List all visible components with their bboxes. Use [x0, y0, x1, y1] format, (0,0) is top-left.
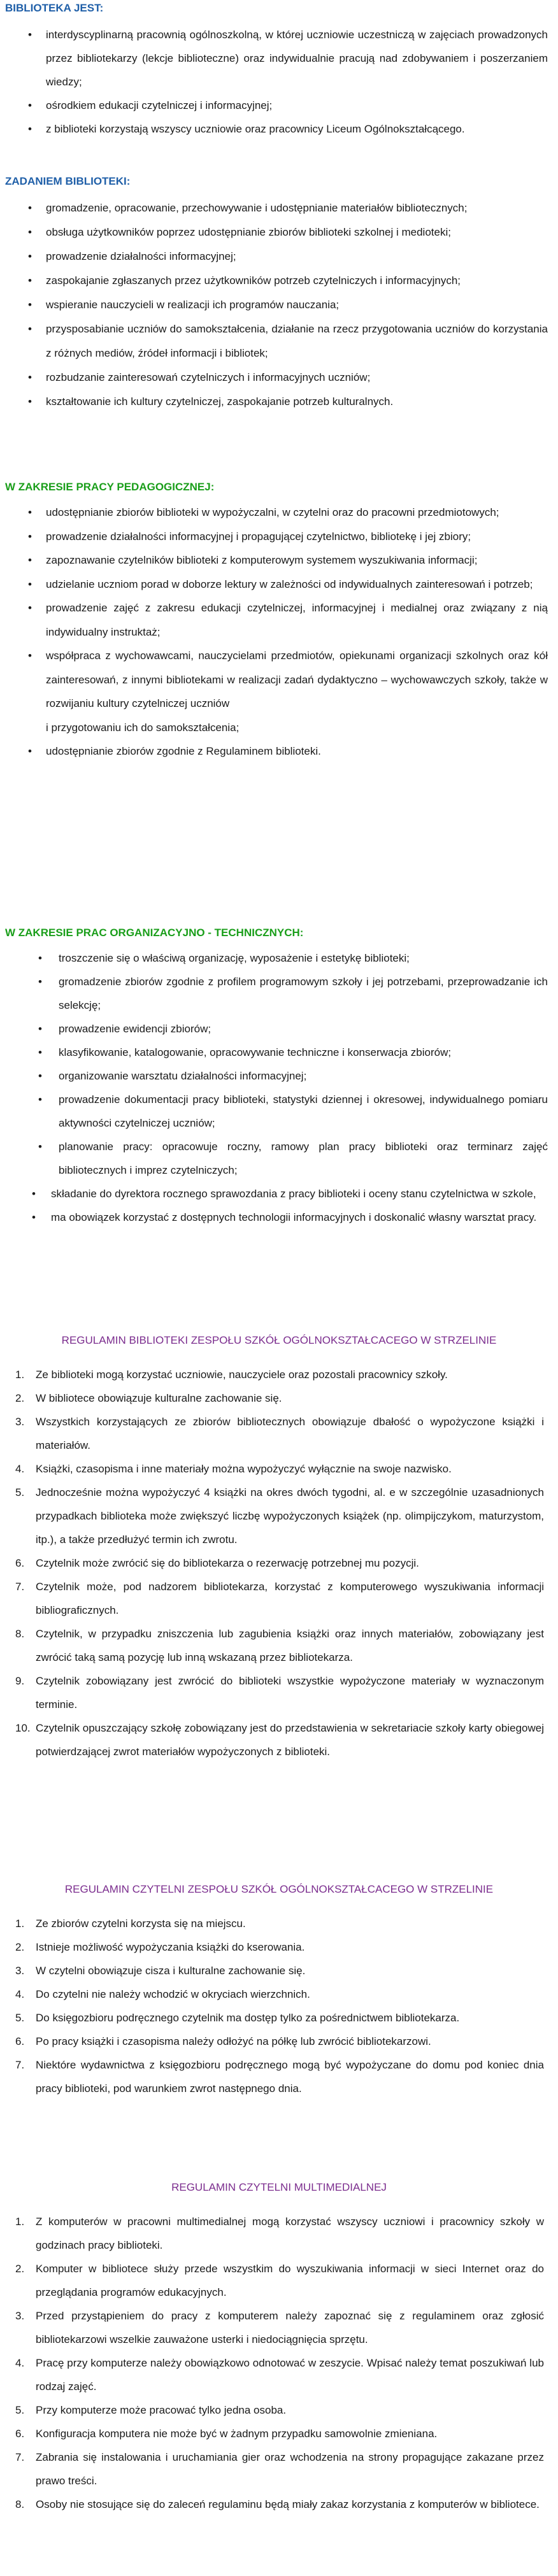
list-item: • gromadzenie zbiorów zgodnie z profilem programowym szkoły i jej potrzebami, przeprowadzanie ich selekcję; [5, 970, 553, 1017]
item-text: Konfiguracja komputera nie może być w żadnym przypadku samowolnie zmieniana. [36, 2428, 438, 2440]
item-text: Czytelnik, w przypadku zniszczenia lub zagubienia książki oraz innych materiałów, zobowiązany jest zwrócić taką samą pozycję lub inną wskazaną przez bibliotekarza. [36, 1628, 544, 1663]
title-regulamin-biblioteki: REGULAMIN BIBLIOTEKI ZESPOŁU SZKÓŁ OGÓLNOKSZTAŁCACEGO W STRZELINIE [61, 1334, 497, 1346]
item-number: 10. [15, 1722, 31, 1734]
list-item: • klasyfikowanie, katalogowanie, opracowywanie techniczne i konserwacja zbiorów; [5, 1041, 553, 1064]
item-number: 5. [15, 2404, 25, 2416]
list-item: • interdyscyplinarną pracownią ogólnoszkolną, w której uczniowie uczestniczą w zajęciach prowadzonych przez bibliotekarzy (lekcje biblioteczne) oraz indywidualnie pracują nad zdobywaniem i poszerzaniem wiedzy; [5, 23, 553, 94]
item-number: 2. [15, 1392, 25, 1404]
numbered-item [5, 2422, 553, 2445]
item-text: Do czytelni nie należy wchodzić w okryciach wierzchnich. [36, 1988, 310, 2000]
numbered-item [5, 2351, 553, 2398]
list-item: • ośrodkiem edukacji czytelniczej i informacyjnej; [5, 94, 553, 117]
list-item: • składanie do dyrektora rocznego sprawozdania z pracy biblioteki i oceny stanu czytelnictwa w szkole, [5, 1182, 553, 1206]
numbered-item [5, 1912, 553, 1935]
section-regulamin-multimedialnej [5, 2179, 553, 2516]
heading-zadaniem: ZADANIEM BIBLIOTEKI: [5, 175, 131, 187]
numbered-item [5, 2445, 553, 2493]
list-item: • troszczenie się o właściwą organizację, wyposażenie i estetykę biblioteki; [5, 946, 553, 970]
list-item: • prowadzenie zajęć z zakresu edukacji czytelniczej, informacyjnej i medialnej oraz związany z nią indywidualny instruktaż; [5, 596, 553, 644]
numbered-item [5, 1982, 553, 2006]
numbered-item [5, 1386, 553, 1410]
list-item: • zapoznawanie czytelników biblioteki z komputerowym systemem wyszukiwania informacji; [5, 548, 553, 573]
item-text: Wszystkich korzystających ze zbiorów bibliotecznych obowiązuje dbałość o wypożyczone książki i materiałów. [36, 1416, 544, 1451]
heading-biblioteka-jest: BIBLIOTEKA JEST: [5, 2, 104, 14]
list-item-text: współpraca z wychowawcami, nauczycielami przedmiotów, opiekunami organizacji szkolnych oraz kół zainteresowań, z innymi bibliotekami w realizacji zadań dydaktyczno – wychowawczych szkoły, także w rozwijaniu kultury czytelniczej uczniów [46, 650, 548, 709]
item-number: 4. [15, 2357, 25, 2369]
list-item: • obsługa użytkowników poprzez udostępnianie zbiorów biblioteki szkolnej i medioteki; [5, 220, 553, 245]
list-item: • prowadzenie działalności informacyjnej i propagującej czytelnictwo, bibliotekę i jej zbiory; [5, 525, 553, 549]
numbered-item [5, 1716, 553, 1763]
numbered-item [5, 2257, 553, 2304]
list-item: • udzielanie uczniom porad w doborze lektury w zależności od indywidualnych zainteresowań i potrzeb; [5, 573, 553, 597]
item-number: 5. [15, 2012, 25, 2024]
numbered-item [5, 1935, 553, 1959]
section-pedagogiczne [5, 479, 553, 764]
item-text: Czytelnik opuszczający szkołę zobowiązany jest do przedstawienia w sekretariacie szkoły karty obiegowej potwierdzającej zwrot materiałów wypożyczonych z biblioteki. [36, 1722, 544, 1758]
item-text: Istnieje możliwość wypożyczania książki do kserowania. [36, 1941, 305, 1953]
item-text: Niektóre wydawnictwa z księgozbioru podręcznego mogą być wypożyczane do domu pod koniec dnia pracy biblioteki, pod warunkiem zwrot następnego dnia. [36, 2059, 544, 2095]
item-text: Pracę przy komputerze należy obowiązkowo odnotować w zeszycie. Wpisać należy temat poszukiwań lub rodzaj zajęć. [36, 2357, 544, 2393]
item-number: 2. [15, 1941, 25, 1953]
item-text: Ze biblioteki mogą korzystać uczniowie, nauczyciele oraz pozostali pracownicy szkoły. [36, 1369, 448, 1381]
numbered-item [5, 1959, 553, 1982]
item-number: 1. [15, 1918, 25, 1930]
list-item: • prowadzenie dokumentacji pracy biblioteki, statystyki dziennej i okresowej, indywidualnego pomiaru aktywności czytelniczej uczniów; [5, 1088, 553, 1135]
list-item: • przysposabianie uczniów do samokształcenia, działanie na rzecz przygotowania uczniów do korzystania z różnych mediów, źródeł informacji i bibliotek; [5, 317, 553, 366]
item-number: 3. [15, 2310, 25, 2322]
numbered-item [5, 2006, 553, 2030]
heading-pedagogiczne: W ZAKRESIE PRACY PEDAGOGICZNEJ: [5, 481, 215, 493]
item-text: Przy komputerze może pracować tylko jedna osoba. [36, 2404, 287, 2416]
list-organizacyjne [5, 946, 553, 1229]
list-pedagogiczne [5, 501, 553, 764]
numbered-item [5, 1481, 553, 1551]
list-item: • gromadzenie, opracowanie, przechowywanie i udostępnianie materiałów bibliotecznych; [5, 196, 553, 220]
numbered-item [5, 1575, 553, 1622]
numbered-item [5, 1410, 553, 1457]
title-regulamin-multimedialnej: REGULAMIN CZYTELNI MULTIMEDIALNEJ [171, 2181, 387, 2193]
numbered-item [5, 1669, 553, 1716]
numbered-item [5, 2030, 553, 2053]
list-item: • z biblioteki korzystają wszyscy uczniowie oraz pracownicy Liceum Ogólnokształcącego. [5, 117, 553, 141]
list-item: • rozbudzanie zainteresowań czytelniczych i informacyjnych uczniów; [5, 366, 553, 390]
item-number: 6. [15, 1557, 25, 1569]
list-item-continuation: i przygotowaniu ich do samokształcenia; [46, 721, 240, 734]
item-number: 4. [15, 1463, 25, 1475]
item-number: 6. [15, 2428, 25, 2440]
item-number: 1. [15, 1369, 25, 1381]
numbered-item [5, 1622, 553, 1669]
item-number: 3. [15, 1965, 25, 1977]
item-number: 2. [15, 2263, 25, 2275]
numbered-item [5, 2210, 553, 2257]
list-item: • organizowanie warsztatu działalności informacyjnej; [5, 1064, 553, 1088]
section-regulamin-czytelni [5, 1881, 553, 2100]
list-zadaniem [5, 196, 553, 414]
item-text: Czytelnik może zwrócić się do bibliotekarza o rezerwację potrzebnej mu pozycji. [36, 1557, 419, 1569]
item-number: 7. [15, 1581, 25, 1593]
section-zadaniem [5, 173, 553, 414]
item-text: Czytelnik zobowiązany jest zwrócić do biblioteki wszystkie wypożyczone materiały w wyznaczonym terminie. [36, 1675, 544, 1711]
list-regulamin-multimedialnej [5, 2210, 553, 2516]
item-text: Ze zbiorów czytelni korzysta się na miejscu. [36, 1918, 246, 1930]
list-item [5, 644, 553, 739]
list-item: • ma obowiązek korzystać z dostępnych technologii informacyjnych i doskonalić własny warsztat pracy. [5, 1206, 553, 1229]
item-text: Do księgozbioru podręcznego czytelnik ma dostęp tylko za pośrednictwem bibliotekarza. [36, 2012, 460, 2024]
item-text: Z komputerów w pracowni multimedialnej mogą korzystać wszyscy uczniowi i pracownicy szkoły w godzinach pracy biblioteki. [36, 2216, 544, 2251]
item-number: 9. [15, 1675, 25, 1687]
item-text: Jednocześnie można wypożyczyć 4 książki na okres dwóch tygodni, al. e w szczególnie uzasadnionych przypadkach biblioteka może zwiększyć liczbę wypożyczonych książek (np. olimpijczykom, maturzystom, itp.), a także przedłużyć termin ich zwrotu. [36, 1486, 544, 1546]
item-text: Zabrania się instalowania i uruchamiania gier oraz wchodzenia na strony propagujące zakazane przez prawo treści. [36, 2451, 544, 2487]
title-regulamin-czytelni: REGULAMIN CZYTELNI ZESPOŁU SZKÓŁ OGÓLNOKSZTAŁCACEGO W STRZELINIE [64, 1883, 494, 1895]
list-item: • prowadzenie ewidencji zbiorów; [5, 1017, 553, 1041]
list-item: • prowadzenie działalności informacyjnej; [5, 245, 553, 269]
list-item: • wspieranie nauczycieli w realizacji ich programów nauczania; [5, 293, 553, 317]
item-number: 1. [15, 2216, 25, 2228]
item-number: 5. [15, 1486, 25, 1498]
list-biblioteka-jest [5, 23, 553, 141]
item-text: W czytelni obowiązuje cisza i kulturalne zachowanie się. [36, 1965, 306, 1977]
item-number: 8. [15, 1628, 25, 1640]
item-text: Po pracy książki i czasopisma należy odłożyć na półkę lub zwrócić bibliotekarzowi. [36, 2035, 431, 2047]
list-item: • kształtowanie ich kultury czytelniczej, zaspokajanie potrzeb kulturalnych. [5, 390, 553, 414]
list-item: • zaspokajanie zgłaszanych przez użytkowników potrzeb czytelniczych i informacyjnych; [5, 269, 553, 293]
item-number: 3. [15, 1416, 25, 1428]
item-number: 4. [15, 1988, 25, 2000]
item-number: 7. [15, 2059, 25, 2071]
numbered-item [5, 2053, 553, 2100]
list-regulamin-biblioteki [5, 1363, 553, 1763]
item-text: Książki, czasopisma i inne materiały można wypożyczyć wyłącznie na swoje nazwisko. [36, 1463, 452, 1475]
item-number: 7. [15, 2451, 25, 2463]
item-text: Czytelnik może, pod nadzorem bibliotekarza, korzystać z komputerowego wyszukiwania informacji bibliograficznych. [36, 1581, 544, 1616]
numbered-item [5, 2398, 553, 2422]
list-item: • planowanie pracy: opracowuje roczny, ramowy plan pracy biblioteki oraz terminarz zajęć bibliotecznych i imprez czytelniczych; [5, 1135, 553, 1182]
heading-organizacyjne: W ZAKRESIE PRAC ORGANIZACYJNO - TECHNICZNYCH: [5, 927, 304, 939]
numbered-item [5, 1551, 553, 1575]
numbered-item [5, 1457, 553, 1481]
section-biblioteka-jest [5, 0, 553, 141]
numbered-item [5, 2493, 553, 2516]
item-number: 6. [15, 2035, 25, 2047]
item-text: Przed przystąpieniem do pracy z komputerem należy zapoznać się z regulaminem oraz zgłosić bibliotekarzowi wszelkie zauważone usterki i niedociągnięcia sprzętu. [36, 2310, 544, 2345]
list-item: • udostępnianie zbiorów zgodnie z Regulaminem biblioteki. [5, 739, 553, 764]
item-text: Osoby nie stosujące się do zaleceń regulaminu będą miały zakaz korzystania z komputerów w bibliotece. [36, 2498, 540, 2510]
item-text: Komputer w bibliotece służy przede wszystkim do wyszukiwania informacji w sieci Internet oraz do przeglądania programów edukacyjnych. [36, 2263, 544, 2298]
numbered-item [5, 1363, 553, 1386]
list-item: • udostępnianie zbiorów biblioteki w wypożyczalni, w czytelni oraz do pracowni przedmiotowych; [5, 501, 553, 525]
numbered-item [5, 2304, 553, 2351]
section-regulamin-biblioteki [5, 1332, 553, 1763]
item-number: 8. [15, 2498, 25, 2510]
section-organizacyjne [5, 925, 553, 1229]
list-regulamin-czytelni [5, 1912, 553, 2100]
item-text: W bibliotece obowiązuje kulturalne zachowanie się. [36, 1392, 282, 1404]
